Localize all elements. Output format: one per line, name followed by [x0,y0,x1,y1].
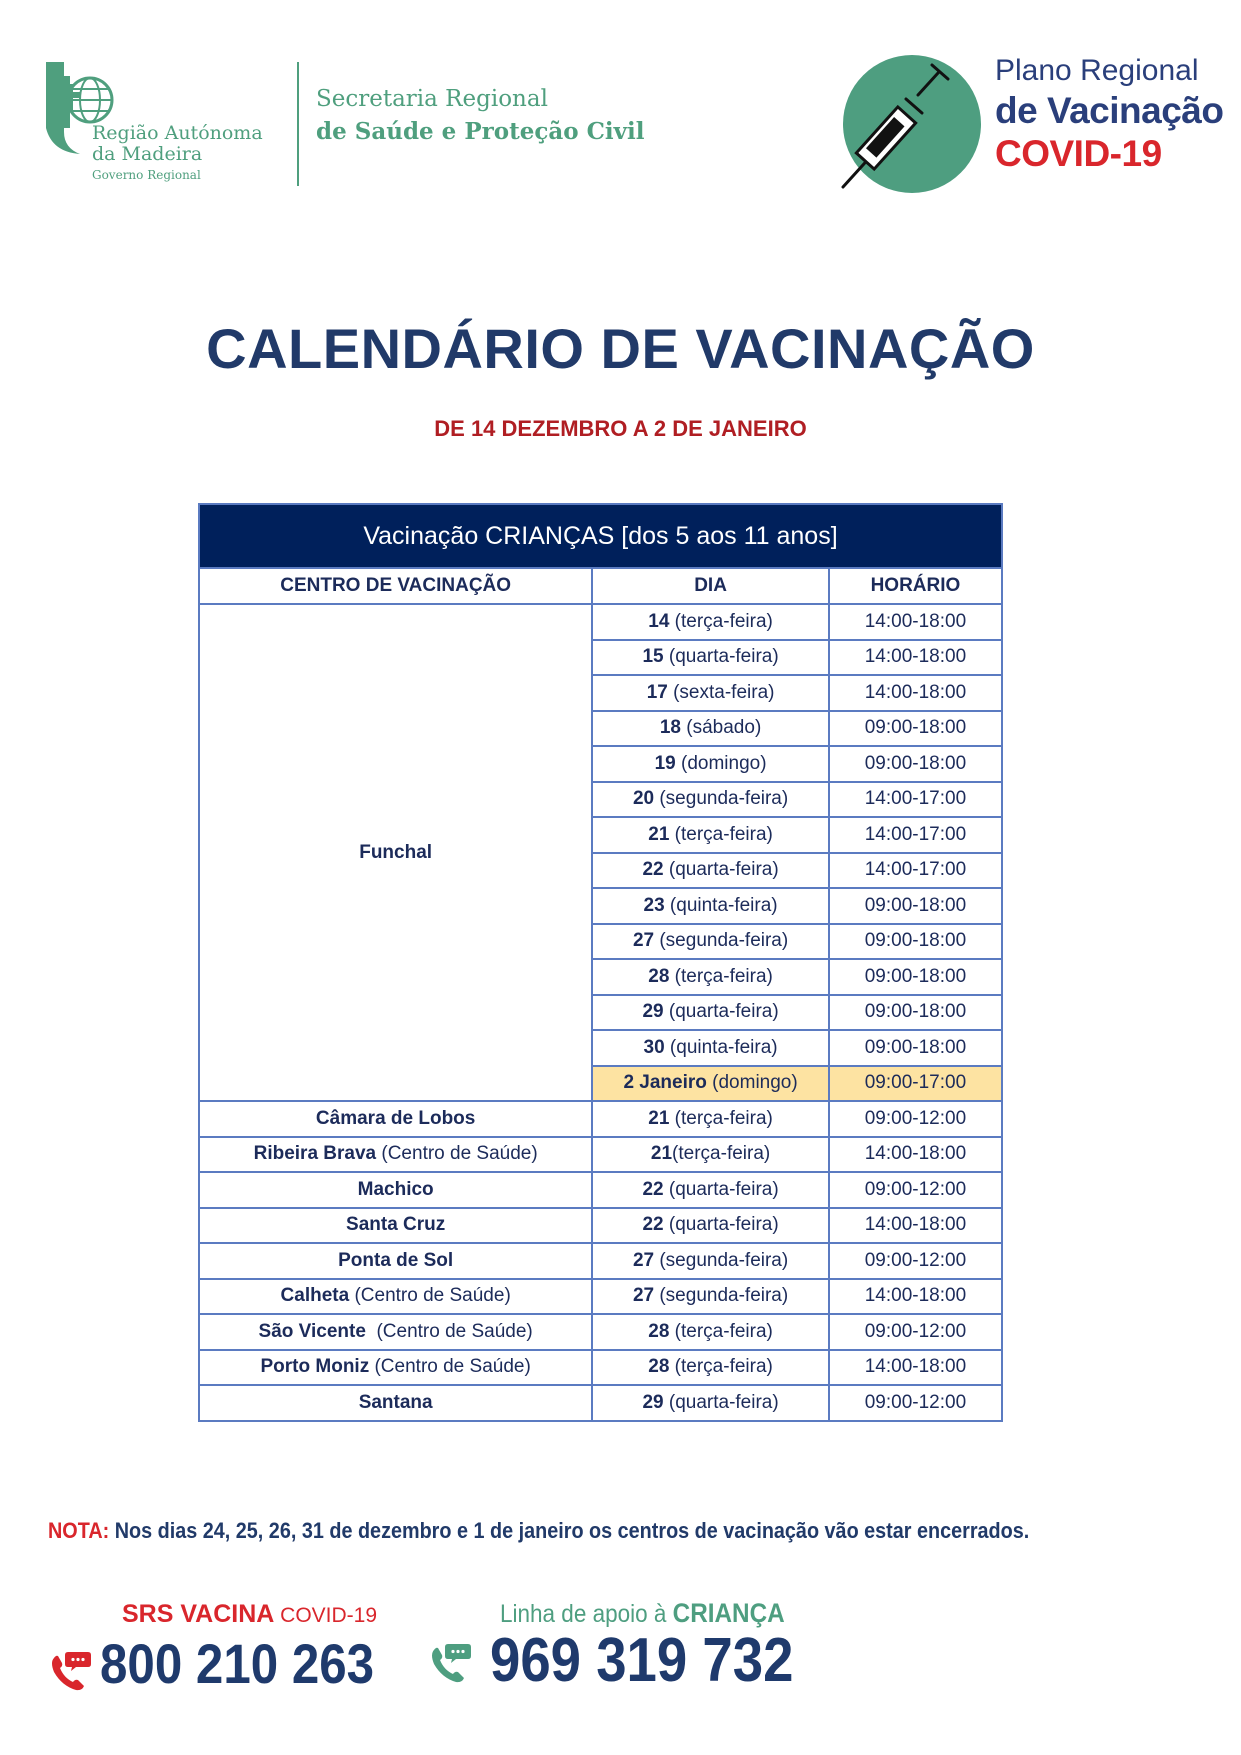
table-row [199,1137,1002,1173]
day-number: 28 [648,1356,670,1378]
column-header-dia: DIA [592,568,829,604]
schedule-table [198,503,1003,1422]
hours-cell: 09:00-18:00 [829,1030,1002,1066]
day-cell [592,853,829,889]
plan-line2: de Vacinação [995,90,1224,131]
table-row [199,1172,1002,1208]
hours-cell: 09:00-18:00 [829,924,1002,960]
centro-cell [199,1279,592,1315]
day-number: 19 [654,752,676,774]
centro-name: Santana [358,1391,433,1413]
region-name-line2: da Madeira [92,143,203,165]
hours-cell: 14:00-17:00 [829,817,1002,853]
vaccination-plan-title [995,56,1223,172]
weekday: (terça-feira) [669,823,773,845]
centro-cell [199,1137,592,1173]
day-cell [592,995,829,1031]
day-cell [592,1385,829,1421]
day-number: 23 [643,894,665,916]
srs-vacina-label [122,1602,377,1627]
day-cell [592,1208,829,1244]
table-row [199,1208,1002,1244]
day-number: 27 [632,1249,655,1271]
child-support-phone-number[interactable]: 969 319 732 [490,1626,794,1695]
day-number: 30 [643,1036,665,1058]
day-cell [592,1279,829,1315]
hours-cell: 14:00-18:00 [829,1208,1002,1244]
day-number: 27 [632,930,655,952]
hours-cell: 09:00-12:00 [829,1314,1002,1350]
srs-label-bold: SRS VACINA [122,1600,275,1628]
day-number: 21 [648,823,670,845]
day-cell [592,817,829,853]
weekday: (quinta-feira) [664,1036,778,1058]
day-cell [592,959,829,995]
hours-cell: 09:00-12:00 [829,1101,1002,1137]
plan-line3: COVID-19 [995,133,1162,174]
secretaria-line1: Secretaria Regional [316,86,548,112]
weekday: (segunda-feira) [654,1285,789,1307]
day-cell [592,640,829,676]
phone-chat-icon [48,1648,92,1692]
day-number: 21 [648,1107,670,1129]
hours-cell: 14:00-18:00 [829,604,1002,640]
centro-cell [199,1350,592,1386]
weekday: (terça-feira) [669,1356,773,1378]
table-row [199,1350,1002,1386]
madeira-logo-text [92,124,263,181]
hours-cell: 14:00-18:00 [829,675,1002,711]
centro-name: Ribeira Brava [253,1143,377,1165]
centro-funchal: Funchal [199,604,592,1101]
day-cell [592,711,829,747]
hours-cell: 09:00-18:00 [829,746,1002,782]
centro-cell [199,1314,592,1350]
weekday: (quarta-feira) [663,1391,779,1413]
hours-cell: 09:00-12:00 [829,1385,1002,1421]
day-cell [592,1137,829,1173]
note-text: Nos dias 24, 25, 26, 31 de dezembro e 1 de janeiro os centros de vacinação vão estar encerrados. [109,1518,1030,1543]
region-name-line1: Região Autónoma [92,122,263,144]
weekday: (domingo) [675,752,767,774]
syringe-icon [838,55,968,195]
table-row [199,1314,1002,1350]
child-support-line-label [500,1600,785,1627]
note-label: NOTA: [48,1518,110,1543]
hours-cell: 09:00-12:00 [829,1172,1002,1208]
hours-cell: 14:00-17:00 [829,853,1002,889]
day-number: 22 [642,1178,664,1200]
weekday: (sábado) [681,717,762,739]
hours-cell: 09:00-18:00 [829,711,1002,747]
day-number: 22 [642,1214,664,1236]
linha-label-bold: CRIANÇA [672,1598,785,1628]
day-cell [592,924,829,960]
hours-cell: 14:00-17:00 [829,782,1002,818]
centro-name: Porto Moniz [260,1356,370,1378]
plan-line1: Plano Regional [995,54,1199,87]
weekday: (terça-feira) [669,610,773,632]
day-number: 22 [642,859,664,881]
day-cell [592,1243,829,1279]
centro-extra: (Centro de Saúde) [349,1285,511,1307]
centro-extra: (Centro de Saúde) [365,1320,533,1342]
hours-cell-highlighted: 09:00-17:00 [829,1066,1002,1102]
government-label: Governo Regional [92,168,201,182]
table-caption: Vacinação CRIANÇAS [dos 5 aos 11 anos] [199,504,1002,568]
weekday: (terça-feira) [669,965,773,987]
table-row [199,1243,1002,1279]
day-cell [592,675,829,711]
schedule-table-container [198,503,1003,1422]
weekday: (terça-feira) [672,1143,771,1165]
table-row [199,1385,1002,1421]
weekday: (sexta-feira) [667,681,775,703]
centro-name: Calheta [280,1285,350,1307]
centro-extra: (Centro de Saúde) [369,1356,531,1378]
centro-name: Câmara de Lobos [315,1107,476,1129]
table-row [199,1279,1002,1315]
centro-cell [199,1172,592,1208]
day-number: 28 [648,1320,670,1342]
centro-name: Santa Cruz [346,1214,446,1236]
hours-cell: 09:00-12:00 [829,1243,1002,1279]
weekday: (quarta-feira) [663,646,779,668]
day-number: 14 [648,610,670,632]
day-cell [592,782,829,818]
hours-cell: 09:00-18:00 [829,959,1002,995]
day-cell [592,1172,829,1208]
centro-name: São Vicente [258,1320,366,1342]
closure-note [48,1518,1029,1544]
weekday: (segunda-feira) [654,1249,789,1271]
srs-label-light: COVID-19 [274,1604,378,1627]
day-number: 20 [632,788,655,810]
day-number: 29 [642,1001,664,1023]
column-header-horario: HORÁRIO [829,568,1002,604]
centro-cell [199,1243,592,1279]
day-cell [592,746,829,782]
day-number: 18 [659,717,681,739]
weekday: (terça-feira) [669,1320,773,1342]
hours-cell: 09:00-18:00 [829,888,1002,924]
table-row [199,604,1002,640]
weekday: (segunda-feira) [654,788,789,810]
centro-cell [199,1101,592,1137]
day-number: 29 [642,1391,664,1413]
weekday: (quarta-feira) [663,1178,779,1200]
weekday: (quarta-feira) [663,1214,779,1236]
secretaria-line2: de Saúde e Proteção Civil [316,117,645,145]
column-header-centro: CENTRO DE VACINAÇÃO [199,568,592,604]
day-number: 2 Janeiro [623,1072,707,1094]
weekday: (terça-feira) [669,1107,773,1129]
hours-cell: 14:00-18:00 [829,640,1002,676]
weekday: (quarta-feira) [663,1001,779,1023]
day-cell [592,888,829,924]
phone-chat-icon [428,1640,472,1684]
centro-cell [199,1208,592,1244]
day-cell [592,1030,829,1066]
secretaria-title [316,86,644,145]
day-number: 27 [632,1285,655,1307]
header-divider [297,62,299,186]
table-row [199,1101,1002,1137]
day-cell [592,1350,829,1386]
centro-extra: (Centro de Saúde) [376,1143,538,1165]
hours-cell: 14:00-18:00 [829,1350,1002,1386]
centro-name: Machico [357,1178,434,1200]
date-range-subtitle: DE 14 DEZEMBRO A 2 DE JANEIRO [434,416,807,441]
day-number: 21 [650,1143,673,1165]
day-cell [592,1314,829,1350]
weekday: (domingo) [706,1072,798,1094]
day-cell [592,1101,829,1137]
day-cell-highlighted [592,1066,829,1102]
weekday: (segunda-feira) [654,930,789,952]
hours-cell: 14:00-18:00 [829,1279,1002,1315]
hours-cell: 14:00-18:00 [829,1137,1002,1173]
day-number: 15 [642,646,664,668]
day-number: 28 [648,965,670,987]
centro-cell [199,1385,592,1421]
weekday: (quarta-feira) [663,859,779,881]
hours-cell: 09:00-18:00 [829,995,1002,1031]
linha-label-light: Linha de apoio à [500,1600,673,1628]
day-cell [592,604,829,640]
page-title: CALENDÁRIO DE VACINAÇÃO [206,317,1035,380]
day-number: 17 [646,681,668,703]
srs-phone-number[interactable]: 800 210 263 [100,1632,375,1695]
centro-name: Ponta de Sol [338,1249,454,1271]
weekday: (quinta-feira) [664,894,778,916]
